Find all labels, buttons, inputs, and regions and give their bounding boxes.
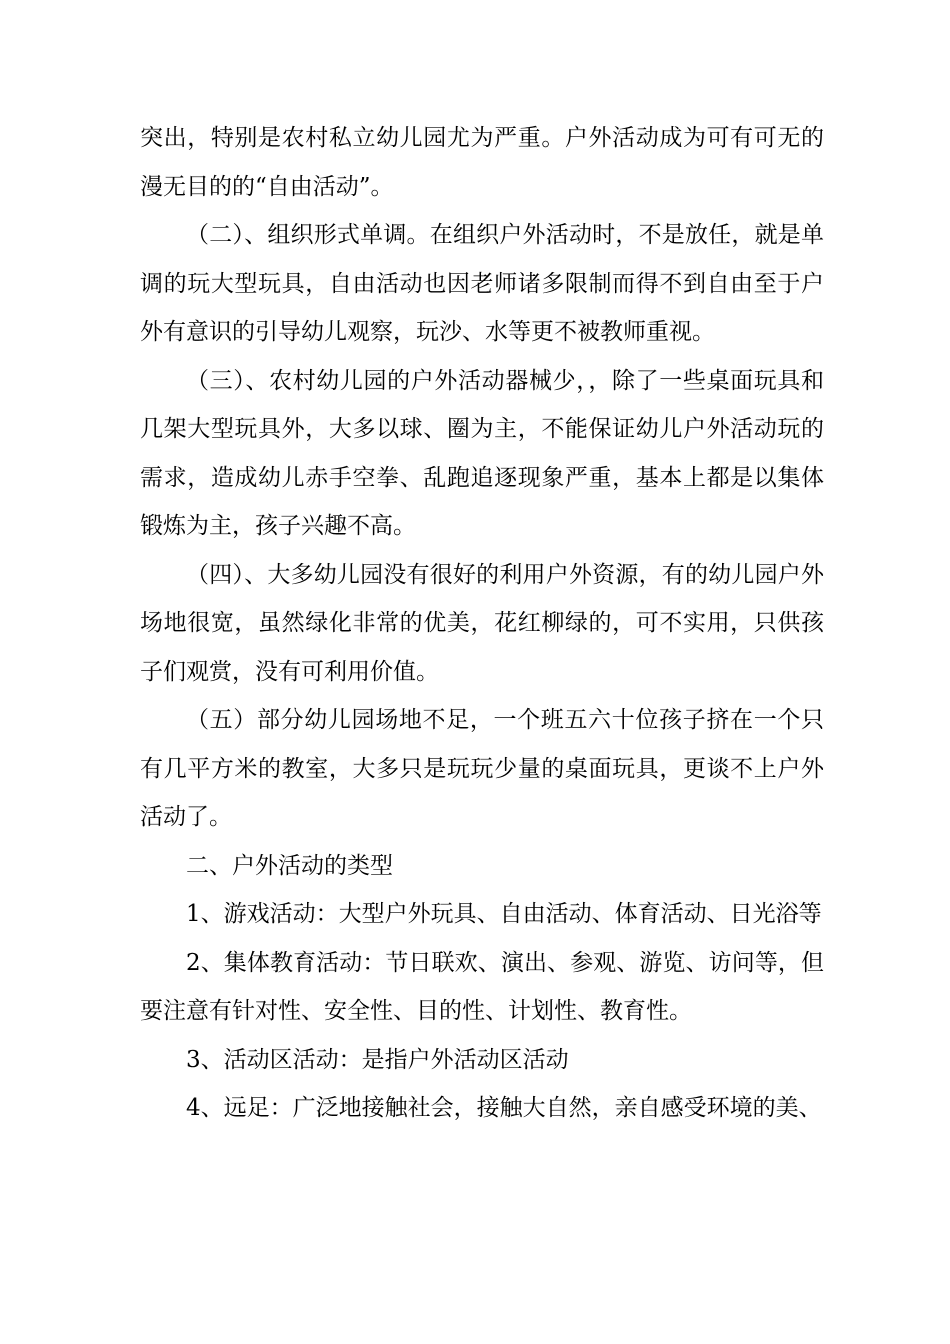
list-item-3: 3、活动区活动：是指户外活动区活动 [186,1046,569,1073]
section-heading: 二、户外活动的类型 [186,852,393,879]
paragraph-item-3: （三）、农村幼儿园的户外活动器械少，，除了一些桌面玩具和几架大型玩具外，大多以球、圈为主，不能保证幼儿户外活动玩的需求，造成幼儿赤手空拳、乱跑追逐现象严重，基本上都是以集体锻炼为主，孩子兴趣不高。 [140,367,824,539]
list-item-1: 1、游戏活动：大型户外玩具、自由活动、体育活动、日光浴等 [186,901,822,927]
list-item-2: 2、集体教育活动：节日联欢、演出、参观、游览、访问等，但要注意有针对性、安全性、目的性、计划性、教育性。 [140,949,824,1024]
document-body [140,114,824,1133]
paragraph-item-4: （四）、大多幼儿园没有很好的利用户外资源，有的幼儿园户外场地很宽，虽然绿化非常的优美，花红柳绿的，可不实用，只供孩子们观赏，没有可利用价值。 [140,561,824,685]
paragraph-continuation: 突出，特别是农村私立幼儿园尤为严重。户外活动成为可有可无的漫无目的的“自由活动”。 [140,125,824,200]
paragraph-item-5: （五）部分幼儿园场地不足，一个班五六十位孩子挤在一个只有几平方米的教室，大多只是玩玩少量的桌面玩具，更谈不上户外活动了。 [140,707,824,830]
list-item-4: 4、远足：广泛地接触社会，接触大自然，亲自感受环境的美、 [186,1095,822,1121]
paragraph-item-2: （二）、组织形式单调。在组织户外活动时，不是放任，就是单调的玩大型玩具，自由活动也因老师诸多限制而得不到自由至于户外有意识的引导幼儿观察，玩沙、水等更不被教师重视。 [140,222,824,345]
